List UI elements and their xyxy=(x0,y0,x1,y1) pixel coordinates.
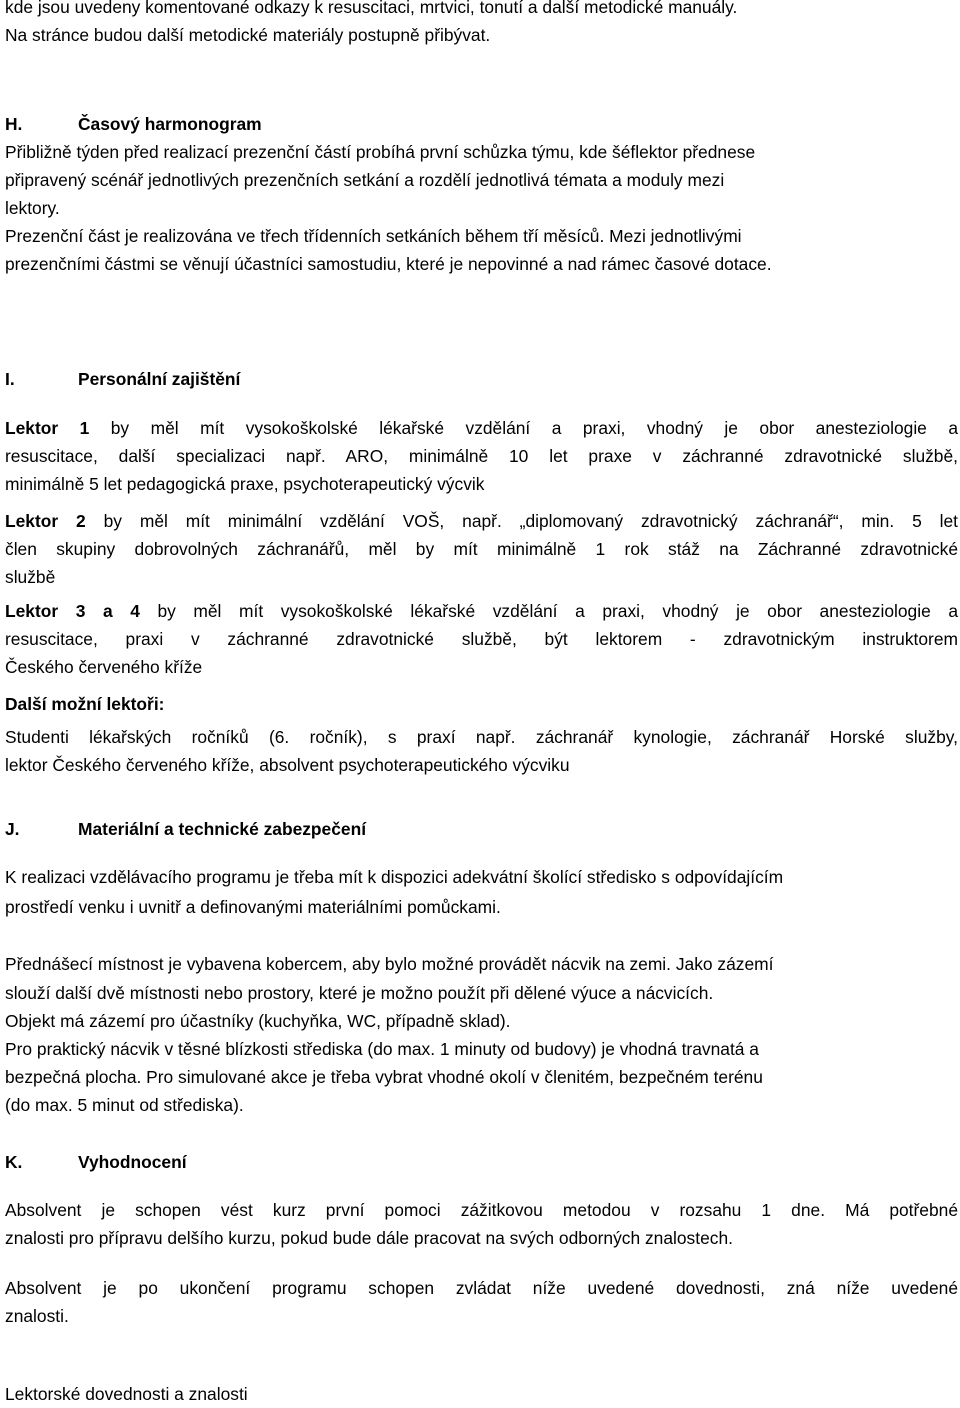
lektor-34-text: by měl mít vysokoškolské lékařské vzdělání a praxi, vhodný je obor anesteziologie a xyxy=(139,601,958,621)
lektor-34-line-3: Českého červeného kříže xyxy=(5,657,203,677)
section-j-p2-line-2: slouží další dvě místnosti nebo prostory, které je možno použít při dělené výuce a nácvicích. xyxy=(5,983,714,1003)
section-h-p2-line-2: prezenčními částmi se věnují účastníci samostudiu, které je nepovinné a nad rámec časové dotace. xyxy=(5,254,772,274)
section-j-p2-line-3: Objekt má zázemí pro účastníky (kuchyňka, WC, případně sklad). xyxy=(5,1011,511,1031)
section-h-p2-line-1: Prezenční část je realizována ve třech třídenních setkáních během tří měsíců. Mezi jednotlivými xyxy=(5,226,742,246)
other-lecturers-line-2: lektor Českého červeného kříže, absolvent psychoterapeutického výcviku xyxy=(5,755,570,775)
lektor-1-line-3: minimálně 5 let pedagogická praxe, psychoterapeutický výcvik xyxy=(5,474,485,494)
section-h-heading xyxy=(5,110,262,138)
section-j-p1-line-2: prostředí venku i uvnitř a definovanými materiálními pomůckami. xyxy=(5,897,501,917)
section-h-p1-line-2: připravený scénář jednotlivých prezenčních setkání a rozdělí jednotlivá témata a moduly mezi xyxy=(5,170,725,190)
lektor-2-line-3: službě xyxy=(5,567,56,587)
section-k-title: Vyhodnocení xyxy=(78,1152,187,1172)
section-j-p2-line-4: Pro praktický nácvik v těsné blízkosti střediska (do max. 1 minuty od budovy) je vhodná travnatá a xyxy=(5,1039,759,1059)
section-k-heading xyxy=(5,1148,187,1176)
lektor-1-label: Lektor 1 xyxy=(5,418,90,438)
lektor-2-line-1 xyxy=(5,507,958,535)
section-i-title: Personální zajištění xyxy=(78,369,241,389)
section-k-p1-line-2: znalosti pro přípravu delšího kurzu, pokud bude dále pracovat na svých odborných znalostech. xyxy=(5,1228,733,1248)
section-j-p2-line-1: Přednášecí místnost je vybavena kobercem, aby bylo možné provádět nácvik na zemi. Jako zázemí xyxy=(5,954,774,974)
lektor-34-line-1 xyxy=(5,597,958,625)
section-j-p1-line-1: K realizaci vzdělávacího programu je třeba mít k dispozici adekvátní školící středisko s odpovídajícím xyxy=(5,867,784,887)
other-lecturers-heading: Další možní lektoři: xyxy=(5,694,165,714)
lektor-34-line-2: resuscitace, praxi v záchranné zdravotnické službě, být lektorem - zdravotnickým instruktorem xyxy=(5,629,958,649)
lektor-34-label: Lektor 3 a 4 xyxy=(5,601,140,621)
section-k-p2-line-2: znalosti. xyxy=(5,1306,69,1326)
section-j-p2-line-5: bezpečná plocha. Pro simulované akce je třeba vybrat vhodné okolí v členitém, bezpečném terénu xyxy=(5,1067,763,1087)
section-j-p2-line-6: (do max. 5 minut od střediska). xyxy=(5,1095,244,1115)
section-h-title: Časový harmonogram xyxy=(78,114,262,134)
section-k-p1-line-1: Absolvent je schopen vést kurz první pomoci zážitkovou metodou v rozsahu 1 dne. Má potřebné xyxy=(5,1200,958,1220)
lektor-1-text: by měl mít vysokoškolské lékařské vzdělání a praxi, vhodný je obor anesteziologie a xyxy=(89,418,958,438)
section-k-p2-line-1: Absolvent je po ukončení programu schopen zvládat níže uvedené dovednosti, zná níže uvedené xyxy=(5,1278,958,1298)
lektor-1-line-1 xyxy=(5,414,958,442)
section-k-footer-heading: Lektorské dovednosti a znalosti xyxy=(5,1384,248,1404)
lektor-2-label: Lektor 2 xyxy=(5,511,86,531)
other-lecturers-line-1: Studenti lékařských ročníků (6. ročník), s praxí např. záchranář kynologie, záchranář Horské služby, xyxy=(5,727,958,747)
intro-line-2: Na stránce budou další metodické materiály postupně přibývat. xyxy=(5,25,491,45)
lektor-2-text: by měl mít minimální vzdělání VOŠ, např. „diplomovaný zdravotnický záchranář“, min. 5 let xyxy=(85,511,958,531)
section-j-heading xyxy=(5,815,366,843)
section-h-p1-line-3: lektory. xyxy=(5,198,60,218)
section-i-number: I. xyxy=(5,369,15,389)
section-h-p1-line-1: Přibližně týden před realizací prezenční částí probíhá první schůzka týmu, kde šéflektor přednese xyxy=(5,142,756,162)
section-j-number: J. xyxy=(5,819,20,839)
lektor-2-line-2: člen skupiny dobrovolných záchranářů, měl by mít minimálně 1 rok stáž na Záchranné zdravotnické xyxy=(5,539,958,559)
section-k-number: K. xyxy=(5,1152,23,1172)
lektor-1-line-2: resuscitace, další specializaci např. ARO, minimálně 10 let praxe v záchranné zdravotnické službě, xyxy=(5,446,958,466)
section-j-title: Materiální a technické zabezpečení xyxy=(78,819,367,839)
section-h-number: H. xyxy=(5,114,23,134)
intro-line-1: kde jsou uvedeny komentované odkazy k resuscitaci, mrtvici, tonutí a další metodické manuály. xyxy=(5,0,738,17)
section-i-heading xyxy=(5,365,240,393)
